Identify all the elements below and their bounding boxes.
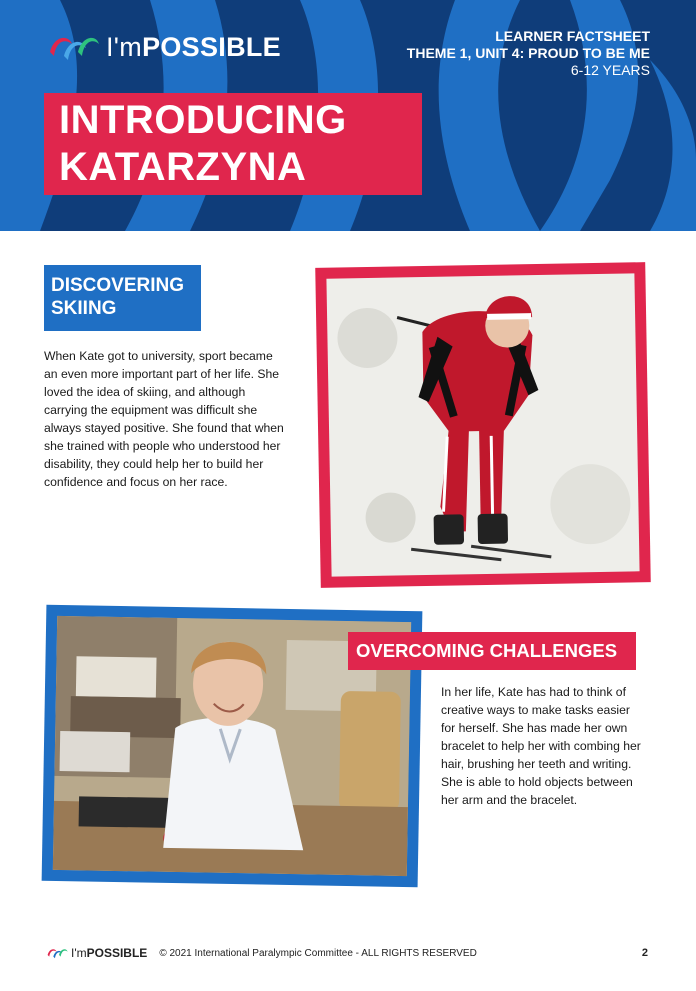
meta-line-3: 6-12 YEARS (570, 62, 650, 78)
discovering-skiing-text: When Kate got to university, sport became an even more important part of her life. She loved the idea of skiing, and although carrying the equipment was difficult she always stayed positive. She found that when she trained with people who understood her disability, they could help her to build her confidence and focus on her race. (44, 349, 284, 489)
copyright-text: © 2021 International Paralympic Committee - ALL RIGHTS RESERVED (159, 947, 477, 959)
footer-logo-prefix: I'm (71, 946, 87, 960)
title-line-1: INTRODUCING (59, 98, 347, 142)
skier-illustration (326, 273, 639, 576)
title-line-2: KATARZYNA (59, 145, 307, 189)
factsheet-meta (407, 28, 650, 79)
discovering-skiing-heading (44, 265, 201, 331)
footer (46, 946, 477, 960)
agitos-logo-icon (46, 30, 100, 64)
logo-wordmark (106, 32, 281, 63)
header-banner (0, 0, 696, 231)
footer-logo-wordmark (71, 946, 147, 960)
heading-line-2: SKIING (51, 298, 117, 319)
logo-emphasis: POSSIBLE (142, 31, 281, 62)
agitos-logo-icon (46, 946, 68, 960)
page-number: 2 (641, 947, 648, 959)
meta-line-1: LEARNER FACTSHEET (495, 28, 650, 44)
overcoming-challenges-heading: OVERCOMING CHALLENGES (348, 632, 636, 670)
overcoming-challenges-text: In her life, Kate has had to think of creative ways to make tasks easier for herself. She has made her own bracelet to help her with combing her hair, brushing her teeth and writing. She is able to hold objects between her arm and the bracelet. (441, 685, 641, 807)
page-title (44, 93, 422, 195)
meta-line-2: THEME 1, UNIT 4: PROUD TO BE ME (406, 45, 650, 61)
footer-logo-emphasis: POSSIBLE (86, 946, 148, 960)
heading-line-1: DISCOVERING (51, 275, 185, 296)
logo-prefix: I'm (106, 31, 143, 62)
skier-photo-frame (315, 262, 651, 588)
impossible-logo (46, 30, 281, 64)
